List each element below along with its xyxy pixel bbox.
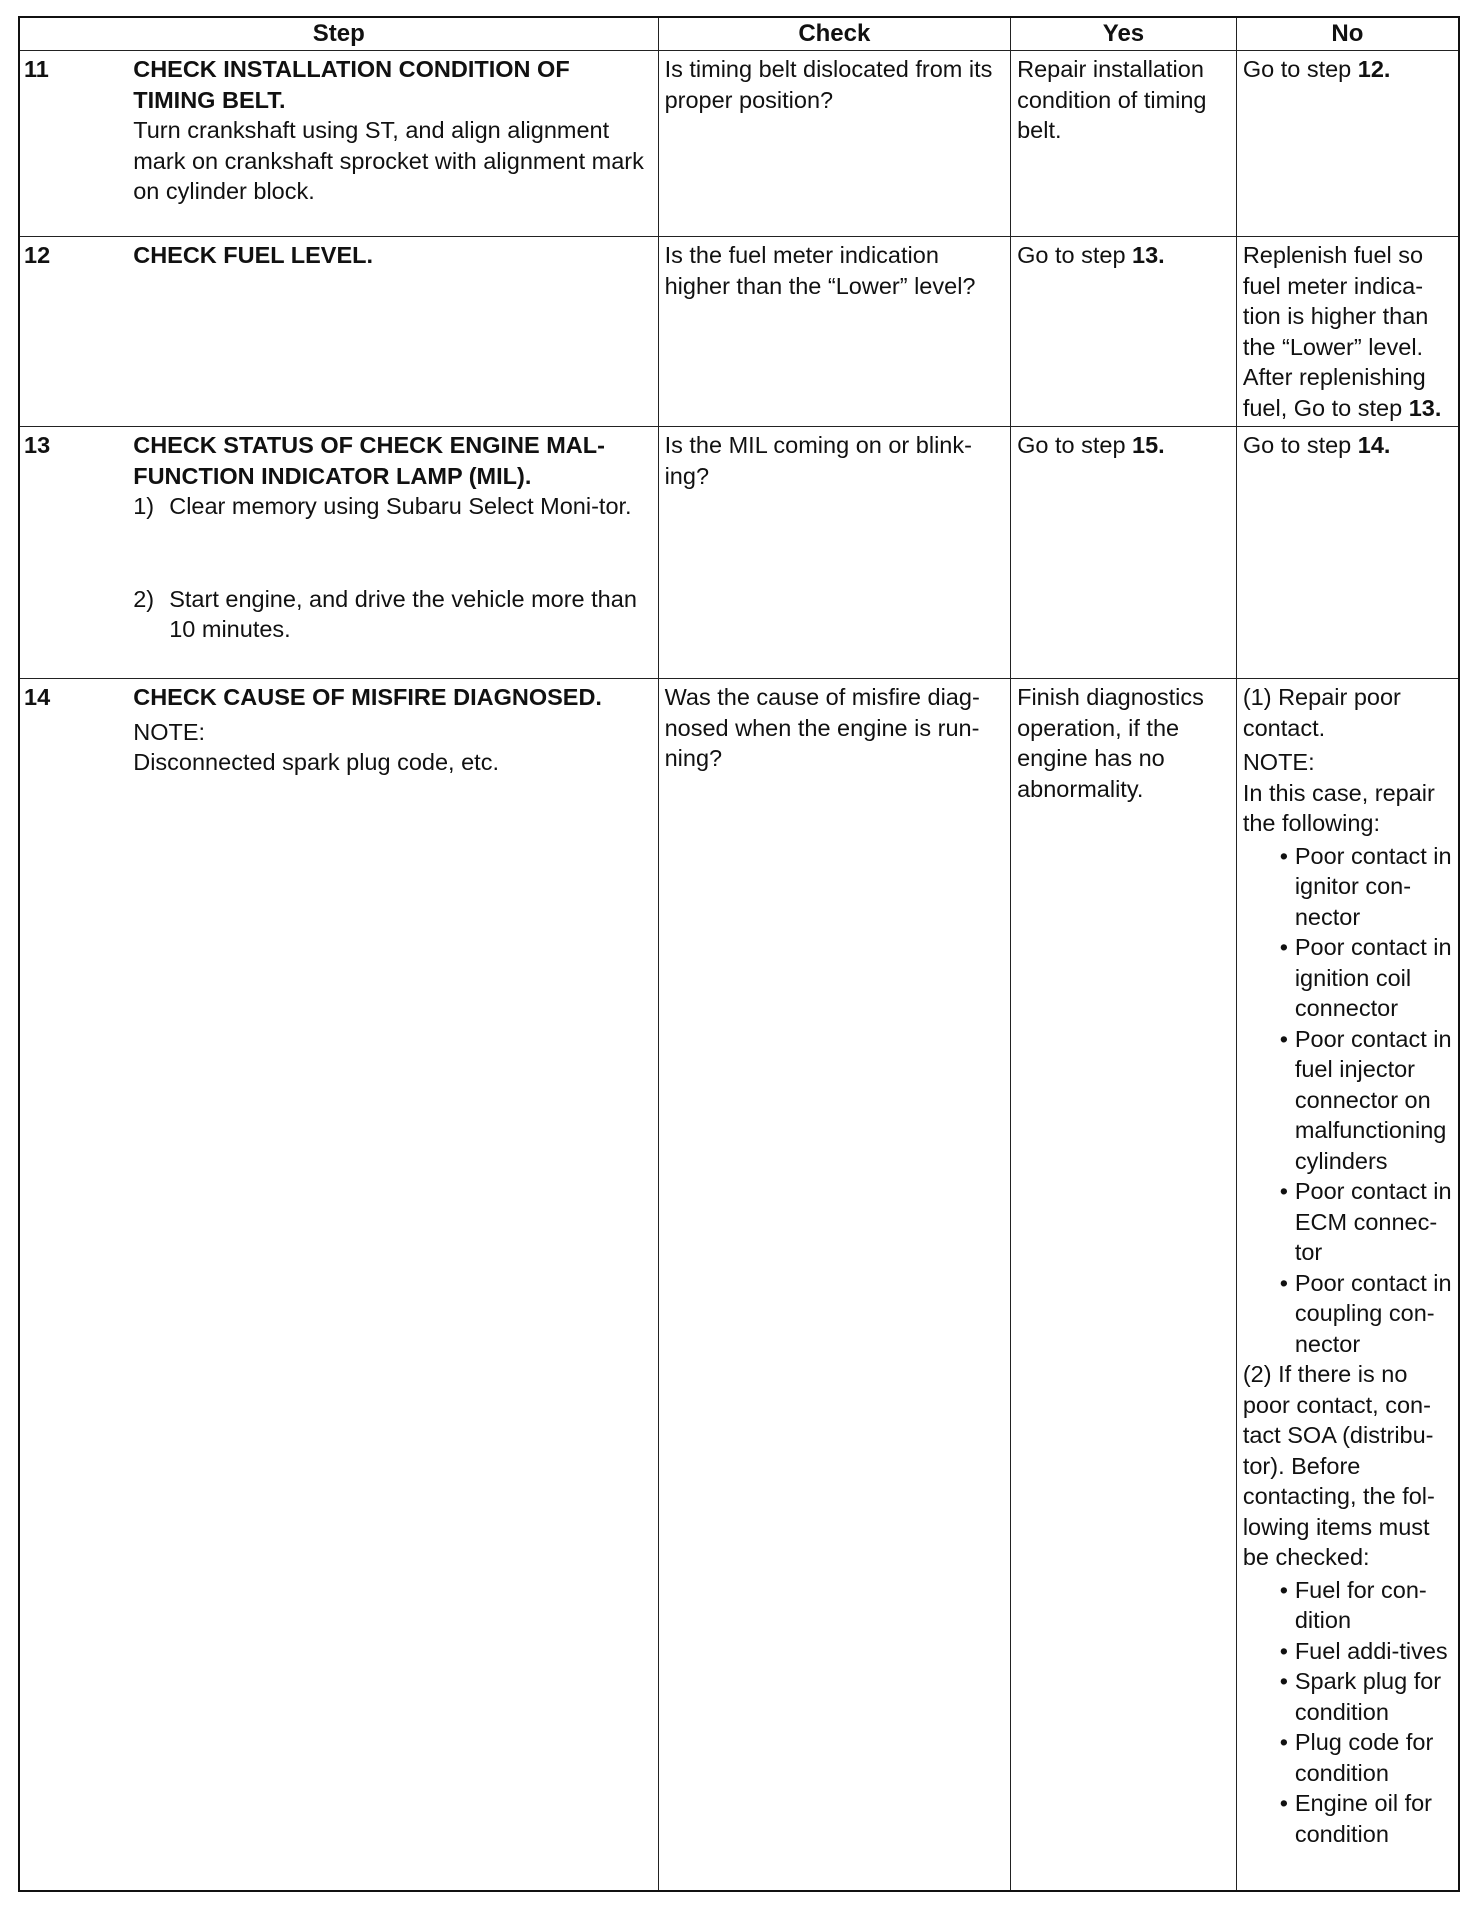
bullet-icon: •: [1279, 842, 1288, 869]
table-row: [19, 51, 1459, 237]
list-item: [1273, 1727, 1452, 1788]
list-item: [1273, 1788, 1452, 1849]
list-item: [1273, 1176, 1452, 1268]
list-item-text: Poor contact in ignition coil connector: [1294, 934, 1452, 1021]
step-cell: [127, 237, 658, 427]
table-row: [19, 237, 1459, 427]
header-no: No: [1236, 17, 1459, 51]
no-cell: [1236, 679, 1459, 1892]
step-cell: [127, 679, 658, 1892]
table-row: [19, 427, 1459, 679]
table-row: [19, 679, 1459, 1892]
step-number: 11: [19, 51, 127, 237]
no-paragraph-1: (1) Repair poor contact.: [1242, 684, 1401, 741]
list-item-text: Engine oil for condition: [1294, 1790, 1432, 1847]
list-item-text: Spark plug for condition: [1294, 1668, 1442, 1725]
list-item-text: Plug code for condition: [1294, 1729, 1434, 1786]
check-cell: Was the cause of misfire diag-nosed when the engine is run-ning?: [658, 679, 1011, 1892]
substep-2: 2) Start engine, and drive the vehicle more than 10 minutes.: [133, 585, 637, 642]
step-number: 13: [19, 427, 127, 679]
bullet-icon: •: [1279, 1790, 1288, 1816]
substep-1: 1) Clear memory using Subaru Select Moni-tor.: [133, 493, 632, 519]
step-text: Turn crankshaft using ST, and align alignment mark on crankshaft sprocket with alignment mark on cylinder block.: [133, 117, 644, 204]
step-cell: [127, 427, 658, 679]
no-cell: Go to step 12.: [1236, 51, 1459, 237]
check-cell: Is the fuel meter indication higher than the “Lower” level?: [658, 237, 1011, 427]
step-cell: [127, 51, 658, 237]
bullet-icon: •: [1279, 1178, 1288, 1204]
header-yes: Yes: [1011, 17, 1237, 51]
list-item: [1273, 1636, 1452, 1667]
yes-cell: Go to step 13.: [1011, 237, 1237, 427]
note-text: In this case, repair the following:: [1242, 779, 1435, 836]
note-label: NOTE:: [133, 718, 206, 745]
step-title: CHECK FUEL LEVEL.: [133, 242, 374, 268]
diagnostic-table: [18, 16, 1460, 1892]
check-cell: Is timing belt dislocated from its proper position?: [658, 51, 1011, 237]
yes-cell: Go to step 15.: [1011, 427, 1237, 679]
list-item-text: Poor contact in ECM connec-tor: [1294, 1178, 1452, 1265]
step-reference: 15.: [1132, 432, 1165, 458]
step-title: CHECK CAUSE OF MISFIRE DIAGNOSED.: [133, 684, 602, 710]
header-row: [19, 17, 1459, 51]
no-cell: Replenish fuel so fuel meter indica-tion is higher than the “Lower” level. After replenishing fuel, Go to step 13.: [1236, 237, 1459, 427]
list-item: [1273, 841, 1452, 933]
step-title: CHECK INSTALLATION CONDITION OF TIMING BELT.: [133, 56, 570, 113]
list-item-text: Poor contact in fuel injector connector on malfunctioning cylinders: [1294, 1025, 1452, 1174]
check-cell: Is the MIL coming on or blink-ing?: [658, 427, 1011, 679]
step-title: CHECK STATUS OF CHECK ENGINE MAL-FUNCTION INDICATOR LAMP (MIL).: [133, 432, 605, 489]
step-reference: 12.: [1357, 56, 1391, 82]
step-reference: 14.: [1357, 432, 1391, 458]
bullet-icon: •: [1279, 1637, 1288, 1664]
step-reference: 13.: [1408, 394, 1442, 421]
header-step: Step: [19, 17, 658, 51]
bullet-list: [1243, 1575, 1452, 1850]
bullet-list: [1243, 841, 1452, 1360]
list-item: [1273, 932, 1452, 1024]
list-item: [1273, 1575, 1452, 1636]
bullet-icon: •: [1279, 1729, 1288, 1755]
list-item: [1273, 1024, 1452, 1177]
list-item-text: Poor contact in ignitor con-nector: [1294, 842, 1452, 930]
step-number: 12: [19, 237, 127, 427]
bullet-icon: •: [1279, 1576, 1288, 1603]
step-reference: 13.: [1132, 242, 1165, 268]
note-label: NOTE:: [1242, 749, 1315, 775]
list-item-text: Poor contact in coupling con-nector: [1294, 1269, 1452, 1357]
bullet-icon: •: [1279, 934, 1288, 960]
note-text: Disconnected spark plug code, etc.: [133, 749, 499, 775]
yes-cell: Repair installation condition of timing belt.: [1011, 51, 1237, 237]
step-number: 14: [19, 679, 127, 1892]
list-item: [1273, 1268, 1452, 1360]
list-item: [1273, 1666, 1452, 1727]
yes-cell: Finish diagnostics operation, if the engine has no abnormality.: [1011, 679, 1237, 1892]
bullet-icon: •: [1279, 1668, 1288, 1694]
bullet-icon: •: [1279, 1269, 1288, 1296]
list-item-text: Fuel for con-dition: [1294, 1576, 1427, 1633]
header-check: Check: [658, 17, 1011, 51]
no-paragraph-2: (2) If there is no poor contact, con-tact SOA (distribu-tor). Before contacting, the fol-lowing items must be checked:: [1242, 1361, 1435, 1570]
bullet-icon: •: [1279, 1025, 1288, 1052]
list-item-text: Fuel addi-tives: [1294, 1637, 1448, 1664]
no-cell: Go to step 14.: [1236, 427, 1459, 679]
